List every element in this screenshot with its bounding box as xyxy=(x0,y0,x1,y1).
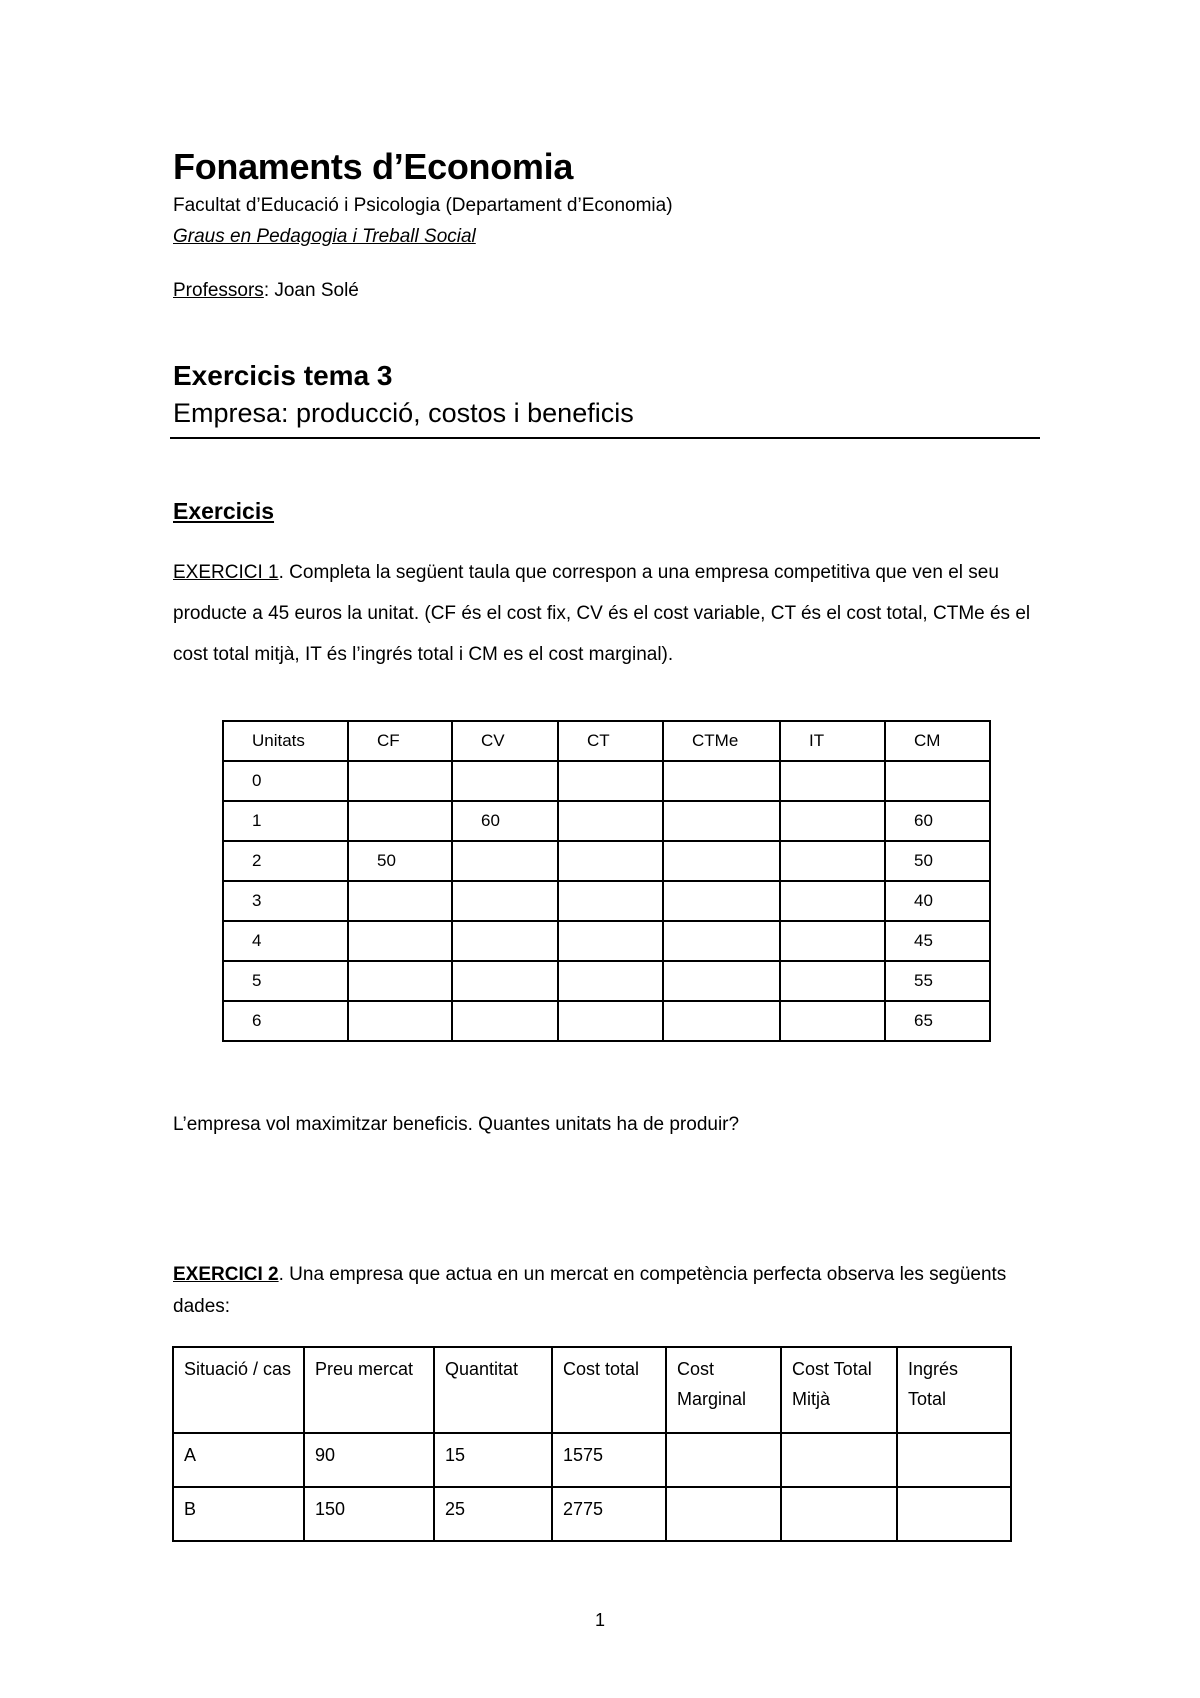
table-cell xyxy=(897,1433,1011,1487)
table-cell: 1 xyxy=(223,801,348,841)
table-cell: 60 xyxy=(452,801,558,841)
professors-line xyxy=(173,280,359,302)
exercise1-text: . Completa la següent taula que correspon a una empresa competitiva que ven el seu producte a 45 euros la unitat. (CF és el cost fix, CV és el cost variable, CT és el cost total, CTMe és el cost total mitjà, IT és l’ingrés total i CM es el cost marginal). xyxy=(173,562,1031,665)
col-header: CTMe xyxy=(663,721,780,761)
table-row xyxy=(223,921,990,961)
table-cell: 2775 xyxy=(552,1487,666,1541)
table-cell xyxy=(780,881,885,921)
table-cell: 65 xyxy=(885,1001,990,1041)
table-cell xyxy=(666,1433,781,1487)
table-cell: 90 xyxy=(304,1433,434,1487)
table-cell xyxy=(666,1487,781,1541)
exercise1-label: EXERCICI 1 xyxy=(173,562,279,583)
table-cell xyxy=(780,841,885,881)
table-cell xyxy=(558,801,663,841)
table-cell: 55 xyxy=(885,961,990,1001)
table-cell xyxy=(558,881,663,921)
table-row xyxy=(173,1487,1011,1541)
table-cell: 15 xyxy=(434,1433,552,1487)
table-cell xyxy=(780,761,885,801)
col-header: Cost total xyxy=(552,1347,666,1433)
table-cell xyxy=(780,801,885,841)
exercise2-label: EXERCICI 2 xyxy=(173,1264,279,1285)
col-header: Ingrés Total xyxy=(897,1347,1011,1433)
table-cell: 150 xyxy=(304,1487,434,1541)
table-cell xyxy=(663,881,780,921)
col-header: CF xyxy=(348,721,452,761)
table-cell xyxy=(781,1433,897,1487)
table-cell xyxy=(452,841,558,881)
professors-value: : Joan Solé xyxy=(263,280,359,301)
table-header-row xyxy=(223,721,990,761)
page-number: 1 xyxy=(594,1610,605,1630)
table-cell: 3 xyxy=(223,881,348,921)
table-cell xyxy=(452,761,558,801)
table-cell xyxy=(780,921,885,961)
table-row xyxy=(223,841,990,881)
table-cell: 50 xyxy=(885,841,990,881)
table-cell xyxy=(885,761,990,801)
table-cell xyxy=(558,841,663,881)
table-cell: 1575 xyxy=(552,1433,666,1487)
table-cell: 6 xyxy=(223,1001,348,1041)
table-cell: 50 xyxy=(348,841,452,881)
table-cell xyxy=(348,921,452,961)
table-cell xyxy=(897,1487,1011,1541)
col-header: Unitats xyxy=(223,721,348,761)
table-cell: 60 xyxy=(885,801,990,841)
table-cell xyxy=(558,921,663,961)
topic-title: Exercicis tema 3 xyxy=(173,360,393,391)
table-cell: 45 xyxy=(885,921,990,961)
table-cell xyxy=(452,1001,558,1041)
table-cell: 2 xyxy=(223,841,348,881)
table-cell xyxy=(663,961,780,1001)
table-cell xyxy=(452,961,558,1001)
table-row xyxy=(223,881,990,921)
table-cell xyxy=(663,841,780,881)
table-row xyxy=(223,761,990,801)
table-row xyxy=(223,961,990,1001)
table-cell xyxy=(348,801,452,841)
table-cell xyxy=(663,921,780,961)
professors-label: Professors xyxy=(173,280,264,301)
exercise1-statement xyxy=(173,552,1053,675)
table-cell xyxy=(780,1001,885,1041)
table-row xyxy=(223,801,990,841)
table-cell: 4 xyxy=(223,921,348,961)
table-header-row xyxy=(173,1347,1011,1433)
table-cell xyxy=(663,1001,780,1041)
table-cell xyxy=(781,1487,897,1541)
table-cell xyxy=(558,1001,663,1041)
table-cell: 0 xyxy=(223,761,348,801)
col-header: Cost Marginal xyxy=(666,1347,781,1433)
table-cell xyxy=(780,961,885,1001)
exercise2-text: . Una empresa que actua en un mercat en competència perfecta observa les següents dades: xyxy=(173,1264,1007,1317)
table-cell xyxy=(452,921,558,961)
table-cell xyxy=(558,761,663,801)
table-cell xyxy=(348,961,452,1001)
table-row xyxy=(173,1433,1011,1487)
topic-subtitle: Empresa: producció, costos i beneficis xyxy=(173,398,634,428)
document-title: Fonaments d’Economia xyxy=(173,146,574,187)
col-header: Quantitat xyxy=(434,1347,552,1433)
section-title: Exercicis xyxy=(173,498,275,524)
col-header: CM xyxy=(885,721,990,761)
exercise2-table xyxy=(172,1346,1012,1542)
table-cell: 40 xyxy=(885,881,990,921)
col-header: CV xyxy=(452,721,558,761)
table-cell xyxy=(452,881,558,921)
table-cell xyxy=(348,881,452,921)
col-header: Preu mercat xyxy=(304,1347,434,1433)
faculty-line: Facultat d’Educació i Psicologia (Departament d’Economia) xyxy=(173,195,673,216)
table-cell xyxy=(663,801,780,841)
table-cell: A xyxy=(173,1433,304,1487)
col-header: Cost Total Mitjà xyxy=(781,1347,897,1433)
table-cell: B xyxy=(173,1487,304,1541)
title-divider xyxy=(170,437,1040,439)
col-header: CT xyxy=(558,721,663,761)
table-cell xyxy=(348,1001,452,1041)
table-cell xyxy=(348,761,452,801)
table-cell xyxy=(663,761,780,801)
exercise1-question: L’empresa vol maximitzar beneficis. Quantes unitats ha de produir? xyxy=(173,1114,740,1135)
col-header: IT xyxy=(780,721,885,761)
exercise1-table xyxy=(222,720,991,1042)
exercise2-statement xyxy=(173,1259,1053,1323)
degrees-line: Graus en Pedagogia i Treball Social xyxy=(173,226,476,247)
col-header: Situació / cas xyxy=(173,1347,304,1433)
table-cell: 5 xyxy=(223,961,348,1001)
table-cell xyxy=(558,961,663,1001)
table-row xyxy=(223,1001,990,1041)
table-cell: 25 xyxy=(434,1487,552,1541)
